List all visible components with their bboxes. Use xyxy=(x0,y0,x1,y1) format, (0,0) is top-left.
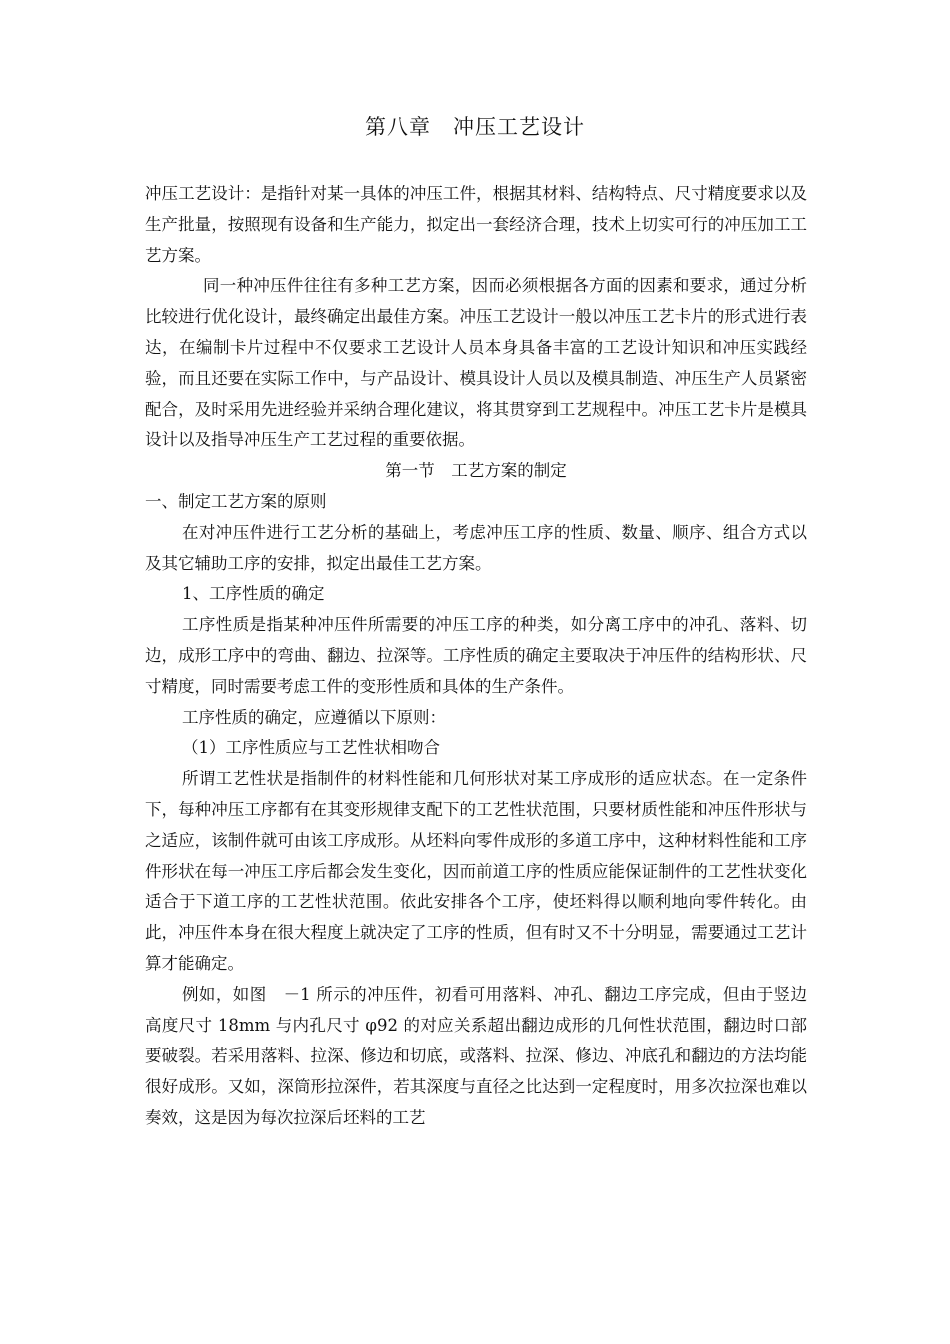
section-title: 第一节 工艺方案的制定 xyxy=(385,461,567,481)
intro-paragraph: 冲压工艺设计：是指针对某一具体的冲压工件，根据其材料、结构特点、尺寸精度要求以及生产批量，按照现有设备和生产能力，拟定出一套经济合理，技术上切实可行的冲压加工工艺方案。 xyxy=(145,184,807,265)
rule-heading: （1）工序性质应与工艺性状相吻合 xyxy=(182,738,440,758)
nature-paragraph: 工序性质是指某种冲压件所需要的冲压工序的种类，如分离工序中的冲孔、落料、切边，成形工序中的弯曲、翻边、拉深等。工序性质的确定主要取决于冲压件的结构形状、尺寸精度，同时需要考虑工件的变形性质和具体的生产条件。 xyxy=(145,615,807,696)
state-paragraph: 所谓工艺性状是指制件的材料性能和几何形状对某工序成形的适应状态。在一定条件下，每种冲压工序都有在其变形规律支配下的工艺性状范围，只要材质性能和冲压件形状与之适应，该制件就可由该工序成形。从坯料向零件成形的多道工序中，这种材料性能和工序件形状在每一冲压工序后都会发生变化，因而前道工序的性质应能保证制件的工艺性状变化适合于下道工序的工艺性状范围。依此安排各个工序，使坯料得以顺利地向零件转化。由此，冲压件本身在很大程度上就决定了工序的性质，但有时又不十分明显，需要通过工艺计算才能确定。 xyxy=(145,769,807,973)
chapter-title: 第八章 冲压工艺设计 xyxy=(365,115,585,139)
rules-paragraph: 工序性质的确定，应遵循以下原则： xyxy=(182,707,446,727)
example-paragraph: 例如，如图 －1 所示的冲压件，初看可用落料、冲孔、翻边工序完成，但由于竖边高度尺寸 18mm 与内孔尺寸 φ92 的对应关系超出翻边成形的几何性状范围，翻边时口部要破裂。若采用落料、拉深、修边和切底，或落料、拉深、修边、冲底孔和翻边的方法均能很好成形。又如，深筒形拉深件，若其深度与直径之比达到一定程度时，用多次拉深也难以奏效，这是因为每次拉深后坯料的工艺 xyxy=(145,984,807,1127)
principle-paragraph: 在对冲压件进行工艺分析的基础上，考虑冲压工序的性质、数量、顺序、组合方式以及其它辅助工序的安排，拟定出最佳工艺方案。 xyxy=(145,522,807,573)
subsection-heading: 一、制定工艺方案的原则 xyxy=(145,491,327,511)
item-heading: 1、工序性质的确定 xyxy=(182,584,325,604)
optimization-paragraph: 同一种冲压件往往有多种工艺方案，因而必须根据各方面的因素和要求，通过分析比较进行优化设计，最终确定出最佳方案。冲压工艺设计一般以冲压工艺卡片的形式进行表达，在编制卡片过程中不仅要求工艺设计人员本身具备丰富的工艺设计知识和冲压实践经验，而且还要在实际工作中，与产品设计、模具设计人员以及模具制造、冲压生产人员紧密配合，及时采用先进经验并采纳合理化建议，将其贯穿到工艺规程中。冲压工艺卡片是模具设计以及指导冲压生产工艺过程的重要依据。 xyxy=(145,276,807,450)
document-body xyxy=(145,179,807,1134)
